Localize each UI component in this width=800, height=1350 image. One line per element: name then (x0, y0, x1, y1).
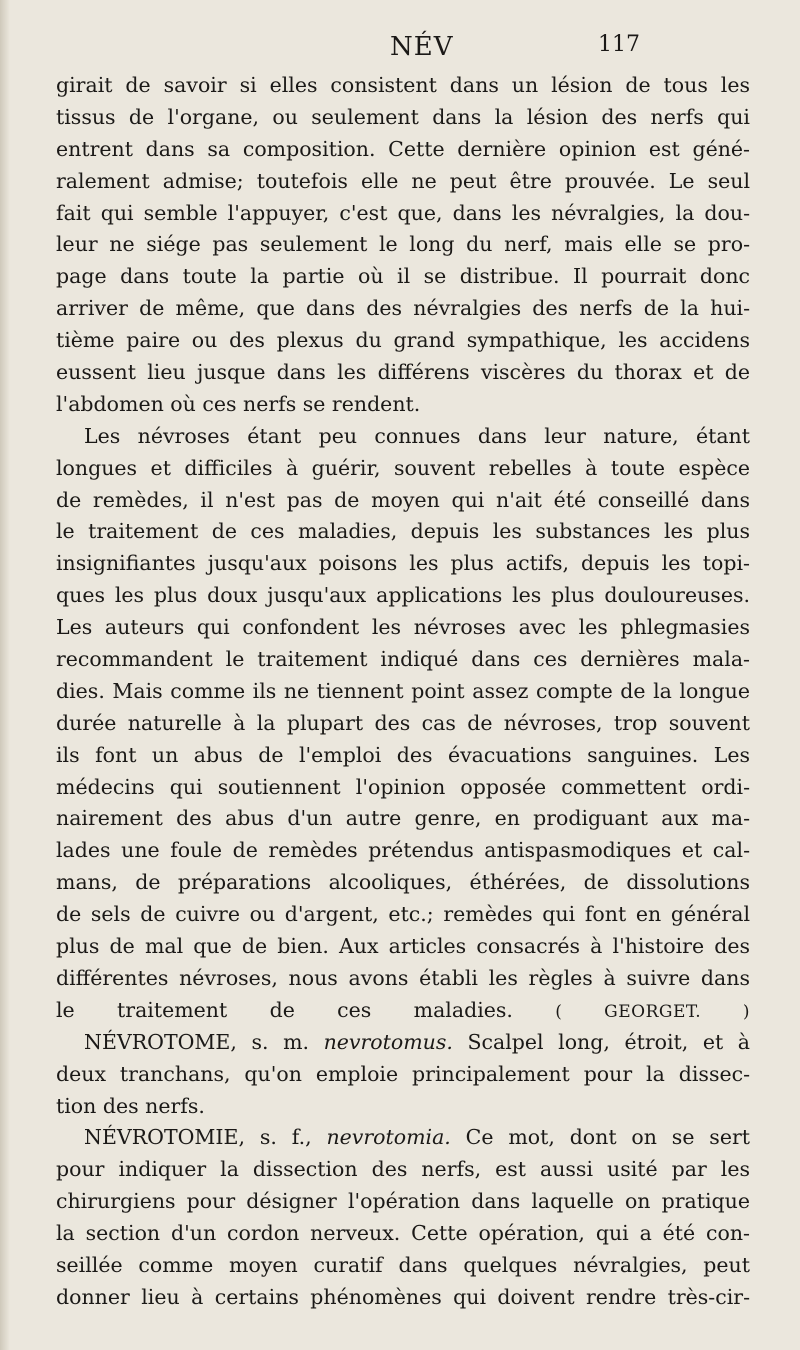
text-line: deux tranchans, qu'on emploie principalement pour la dissec- (56, 1061, 750, 1086)
text-line: donner lieu à certains phénomènes qui doivent rendre très-cir- (56, 1284, 750, 1309)
text-line: le traitement de ces maladies, depuis les substances les plus (56, 519, 750, 544)
text-line: tissus de l'organe, ou seulement dans la lésion des nerfs qui (56, 104, 750, 129)
text-line: longues et difficiles à guérir, souvent rebelles à toute espèce (56, 455, 750, 480)
text-line: ils font un abus de l'emploi des évacuations sanguines. Les (56, 742, 750, 767)
text-line: seillée comme moyen curatif dans quelques névralgies, peut (56, 1252, 750, 1277)
paragraph (56, 70, 750, 421)
text-line: de sels de cuivre ou d'argent, etc.; remèdes qui font en général (56, 902, 750, 927)
text-line: de remèdes, il n'est pas de moyen qui n'ait été conseillé dans (56, 487, 750, 512)
text-line: tion des nerfs. (56, 1093, 205, 1118)
text-line: médecins qui soutiennent l'opinion opposée commettent ordi- (56, 774, 750, 799)
dictionary-entry (56, 1027, 750, 1123)
text-line: recommandent le traitement indiqué dans ces dernières mala- (56, 647, 750, 672)
text-line: l'abdomen où ces nerfs se rendent. (56, 391, 421, 416)
dictionary-entry (56, 1122, 750, 1313)
entry-headword: NÉVROTOMIE, (84, 1125, 245, 1150)
text-line-end: le traitement de ces maladies. (56, 997, 513, 1022)
text-line: pour indiquer la dissection des nerfs, est aussi usité par les (56, 1157, 750, 1182)
entry-text: Scalpel long, étroit, et à (452, 1029, 750, 1054)
text-line: eussent lieu jusque dans les différens viscères du thorax et de (56, 360, 750, 385)
body-text (56, 70, 750, 1314)
paragraph (56, 421, 750, 1027)
text-line: plus de mal que de bien. Aux articles consacrés à l'histoire des (56, 934, 750, 959)
entry-headword: NÉVROTOME, (84, 1029, 237, 1054)
text-line-with-signature (56, 995, 750, 1027)
text-line: insignifiantes jusqu'aux poisons les plus actifs, depuis les topi- (56, 551, 750, 576)
text-line: différentes névroses, nous avons établi les règles à suivre dans (56, 965, 750, 990)
text-line: ralement admise; toutefois elle ne peut être prouvée. Le seul (56, 168, 750, 193)
entry-latin: nevrotomia. (326, 1125, 451, 1150)
entry-grammar: s. m. (251, 1029, 324, 1054)
page-edge-shadow (0, 0, 10, 1350)
text-line: dies. Mais comme ils ne tiennent point assez compte de la longue (56, 678, 750, 703)
text-line: durée naturelle à la plupart des cas de névroses, trop souvent (56, 710, 750, 735)
text-line: nairement des abus d'un autre genre, en prodiguant aux ma- (56, 806, 750, 831)
entry-text: Ce mot, dont on se sert (450, 1125, 750, 1150)
text-line: Les névroses étant peu connues dans leur nature, étant (84, 423, 750, 448)
text-line: Les auteurs qui confondent les névroses avec les phlegmasies (56, 615, 750, 640)
page-number: 117 (598, 32, 640, 57)
entry-first-line (56, 1122, 750, 1154)
text-line: lades une foule de remèdes prétendus antispasmodiques et cal- (56, 838, 750, 863)
author-signature: ( GEORGET. ) (555, 1001, 750, 1022)
text-line: arriver de même, que dans des névralgies des nerfs de la hui- (56, 296, 750, 321)
text-line: leur ne siége pas seulement le long du nerf, mais elle se pro- (56, 232, 750, 257)
entry-first-line (56, 1027, 750, 1059)
entry-grammar: s. f., (259, 1125, 327, 1150)
entry-latin: nevrotomus. (323, 1029, 453, 1054)
text-line: la section d'un cordon nerveux. Cette opération, qui a été con- (56, 1221, 750, 1246)
text-line: mans, de préparations alcooliques, éthérées, de dissolutions (56, 870, 750, 895)
text-line: tième paire ou des plexus du grand sympathique, les accidens (56, 328, 750, 353)
text-line: page dans toute la partie où il se distribue. Il pourrait donc (56, 264, 750, 289)
text-line: entrent dans sa composition. Cette dernière opinion est géné- (56, 136, 750, 161)
text-line: girait de savoir si elles consistent dans un lésion de tous les (56, 73, 750, 97)
running-head: NÉV (390, 32, 454, 62)
text-line: fait qui semble l'appuyer, c'est que, dans les névralgies, la dou- (56, 200, 750, 225)
page-header (40, 14, 760, 64)
text-line: chirurgiens pour désigner l'opération dans laquelle on pratique (56, 1189, 750, 1214)
text-line: ques les plus doux jusqu'aux applications les plus douloureuses. (56, 583, 750, 608)
